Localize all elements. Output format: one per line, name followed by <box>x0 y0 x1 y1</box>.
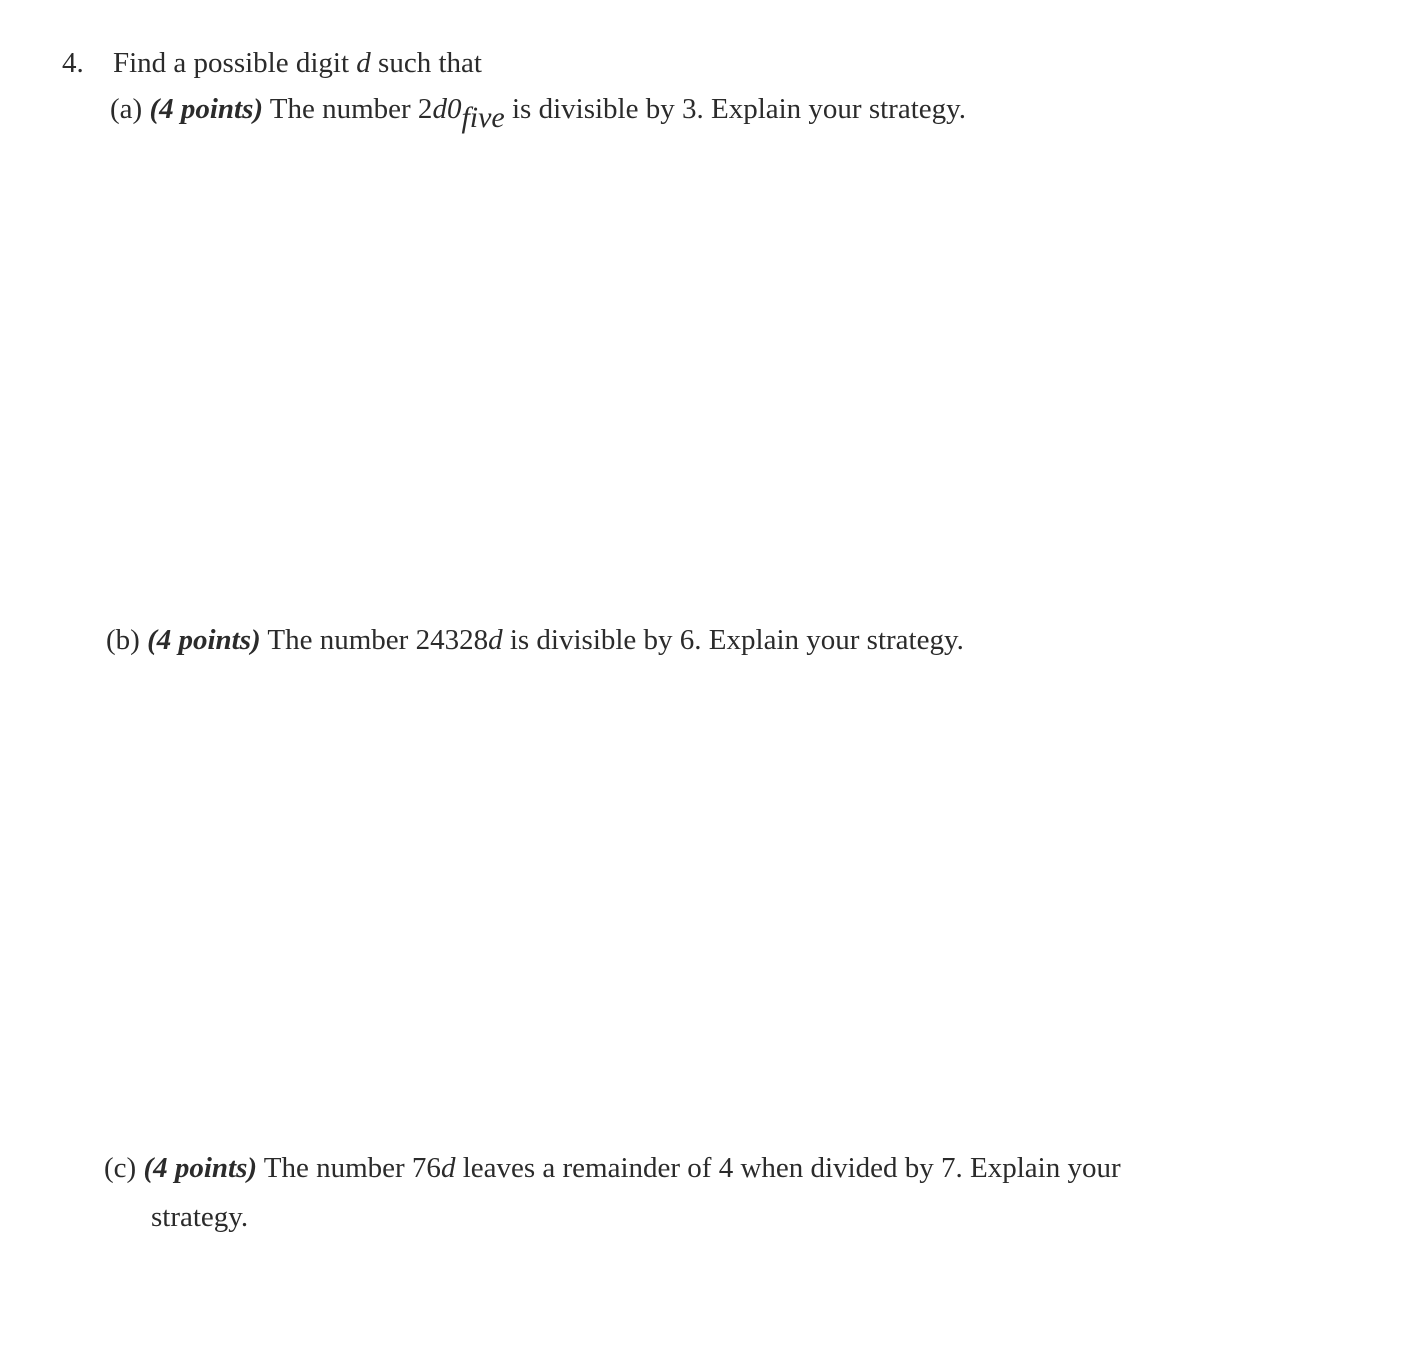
part-a-answer-space[interactable] <box>100 145 1300 605</box>
part-b-prompt <box>106 623 964 658</box>
question-stem <box>113 46 482 81</box>
part-a-text-before: The number 2 <box>263 93 433 125</box>
part-b-answer-space[interactable] <box>100 675 1300 1135</box>
part-c-text-end: leaves a remainder of 4 when divided by 7. Explain your <box>455 1152 1121 1184</box>
question-stem-prefix: Find a possible digit <box>113 47 357 79</box>
part-c-prompt <box>104 1151 1121 1186</box>
part-c-points: (4 points) <box>143 1152 258 1184</box>
part-c-answer-space[interactable] <box>100 1250 1300 1340</box>
part-a-prompt <box>110 91 967 134</box>
question-stem-suffix: such that <box>370 47 482 79</box>
part-a-variable: d <box>432 93 447 125</box>
question-number: 4. <box>62 47 84 79</box>
part-b-text-before: The number 24328 <box>260 624 489 656</box>
question-stem-variable: d <box>356 47 371 79</box>
part-a-points: (4 points) <box>149 93 264 125</box>
part-b-variable: d <box>488 624 503 656</box>
part-b-label: (b) <box>106 624 148 656</box>
part-c-variable: d <box>440 1152 456 1184</box>
part-a-text-end: is divisible by 3. Explain your strategy. <box>504 93 967 125</box>
part-c-label: (c) <box>104 1152 144 1184</box>
part-c-text-before: The number 76 <box>257 1152 441 1184</box>
part-c-prompt-continued: strategy. <box>151 1201 249 1233</box>
part-a-digit: 0 <box>446 93 462 125</box>
part-b-points: (4 points) <box>147 624 261 656</box>
part-b-text-end: is divisible by 6. Explain your strategy. <box>502 624 964 656</box>
part-a-label: (a) <box>110 93 150 125</box>
part-a-base-subscript: five <box>461 101 505 134</box>
